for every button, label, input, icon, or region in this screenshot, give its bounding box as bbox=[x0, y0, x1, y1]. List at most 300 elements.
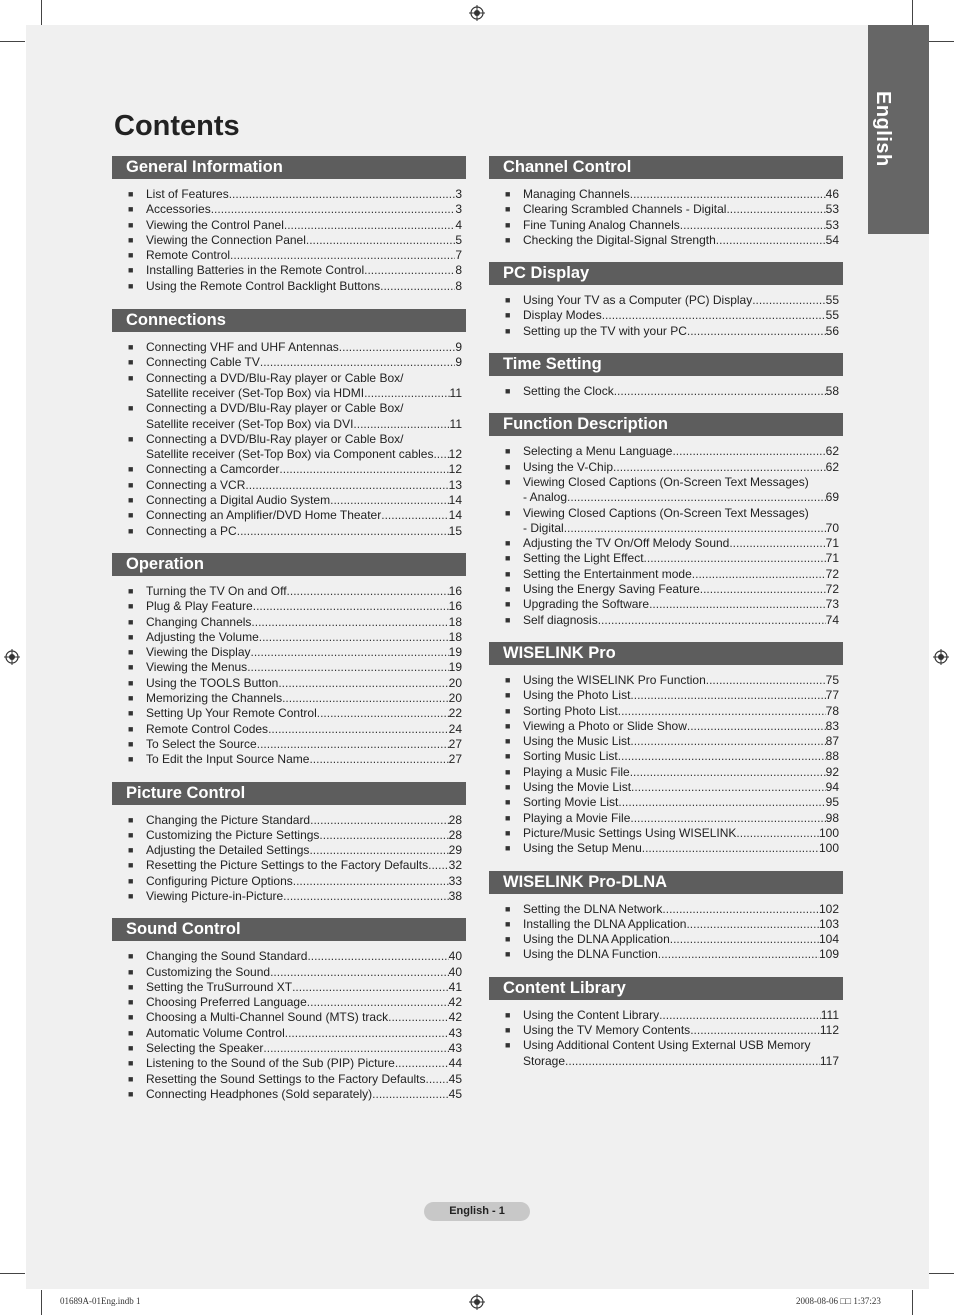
toc-entry-page: 55 bbox=[825, 293, 839, 308]
toc-entry-page: 69 bbox=[825, 490, 839, 505]
toc-entry-page: 100 bbox=[818, 841, 839, 856]
toc-entry-label: Customizing the Picture Settings bbox=[146, 827, 320, 842]
dot-leader bbox=[618, 749, 826, 764]
toc-entry-page: 95 bbox=[825, 795, 839, 810]
toc-entry[interactable] bbox=[112, 645, 466, 660]
toc-list bbox=[489, 436, 843, 628]
toc-entry[interactable] bbox=[112, 508, 466, 523]
toc-entry[interactable] bbox=[112, 584, 466, 599]
toc-entry-label: Adjusting the Volume bbox=[146, 629, 259, 644]
toc-entry-line bbox=[523, 460, 843, 475]
toc-entry-line bbox=[523, 932, 843, 947]
toc-entry-label: Using the DLNA Application bbox=[523, 932, 670, 947]
toc-entry[interactable] bbox=[489, 673, 843, 688]
toc-entry-line bbox=[523, 202, 843, 217]
dot-leader bbox=[251, 645, 449, 660]
toc-entry-line bbox=[523, 187, 843, 202]
toc-entry[interactable] bbox=[112, 1010, 466, 1025]
dot-leader bbox=[372, 1087, 448, 1102]
toc-entry[interactable] bbox=[112, 889, 466, 904]
square-bullet-icon: ■ bbox=[128, 616, 134, 627]
toc-entry[interactable] bbox=[112, 691, 466, 706]
toc-entry[interactable] bbox=[112, 737, 466, 752]
dot-leader bbox=[237, 524, 449, 539]
toc-entry-line bbox=[146, 1010, 466, 1025]
toc-entry-page: 22 bbox=[448, 706, 462, 721]
toc-entry-page: 92 bbox=[825, 764, 839, 779]
toc-entry[interactable] bbox=[489, 218, 843, 233]
toc-entry-line bbox=[146, 584, 466, 599]
toc-entry-line bbox=[523, 444, 843, 459]
toc-entry[interactable] bbox=[112, 1056, 466, 1071]
registration-mark-icon bbox=[469, 1294, 485, 1310]
toc-entry-line bbox=[523, 673, 843, 688]
square-bullet-icon: ■ bbox=[128, 647, 134, 658]
toc-entry-line bbox=[146, 340, 466, 355]
toc-entry-label: Viewing the Connection Panel bbox=[146, 232, 306, 247]
toc-entry[interactable] bbox=[489, 917, 843, 932]
toc-entry[interactable] bbox=[112, 599, 466, 614]
toc-list bbox=[489, 376, 843, 399]
toc-entry-line bbox=[146, 478, 466, 493]
toc-entry[interactable] bbox=[489, 1023, 843, 1038]
crop-mark bbox=[929, 1273, 954, 1274]
dot-leader bbox=[644, 551, 826, 566]
toc-entry-line bbox=[146, 813, 466, 828]
square-bullet-icon: ■ bbox=[505, 934, 511, 945]
dot-leader bbox=[307, 995, 449, 1010]
toc-entry[interactable] bbox=[489, 567, 843, 582]
dot-leader bbox=[278, 676, 448, 691]
square-bullet-icon: ■ bbox=[128, 265, 134, 276]
toc-entry[interactable] bbox=[112, 371, 466, 402]
dot-leader bbox=[247, 660, 448, 675]
dot-leader bbox=[260, 355, 455, 370]
toc-entry-line bbox=[146, 737, 466, 752]
toc-entry-page: 18 bbox=[448, 629, 462, 644]
toc-entry-label: Installing the DLNA Application bbox=[523, 916, 687, 931]
toc-entry-page: 8 bbox=[455, 263, 462, 278]
toc-entry-label: Playing a Movie File bbox=[523, 810, 631, 825]
square-bullet-icon: ■ bbox=[505, 949, 511, 960]
toc-entry-line bbox=[146, 1072, 466, 1087]
toc-entry[interactable] bbox=[112, 340, 466, 355]
square-bullet-icon: ■ bbox=[128, 1058, 134, 1069]
square-bullet-icon: ■ bbox=[128, 981, 134, 992]
toc-entry[interactable] bbox=[489, 1038, 843, 1069]
toc-entry-line bbox=[523, 293, 843, 308]
dot-leader bbox=[309, 752, 448, 767]
square-bullet-icon: ■ bbox=[128, 1027, 134, 1038]
dot-leader bbox=[630, 688, 825, 703]
dot-leader bbox=[270, 965, 449, 980]
square-bullet-icon: ■ bbox=[128, 860, 134, 871]
toc-list bbox=[112, 179, 466, 294]
square-bullet-icon: ■ bbox=[128, 754, 134, 765]
toc-entry-line bbox=[146, 630, 466, 645]
toc-entry-label: Using the Photo List bbox=[523, 688, 631, 703]
toc-entry-label: Resetting the Sound Settings to the Factory Defaults bbox=[146, 1071, 426, 1086]
square-bullet-icon: ■ bbox=[128, 250, 134, 261]
dot-leader bbox=[752, 293, 825, 308]
toc-entry[interactable] bbox=[112, 462, 466, 477]
toc-entry-label: Remote Control bbox=[146, 248, 231, 263]
toc-entry-line bbox=[523, 734, 843, 749]
toc-entry[interactable] bbox=[489, 780, 843, 795]
square-bullet-icon: ■ bbox=[128, 814, 134, 825]
toc-entry[interactable] bbox=[112, 980, 466, 995]
toc-entry-line bbox=[523, 947, 843, 962]
toc-entry-page: 87 bbox=[825, 734, 839, 749]
toc-entry[interactable] bbox=[112, 218, 466, 233]
toc-entry-line bbox=[523, 826, 843, 841]
square-bullet-icon: ■ bbox=[505, 584, 511, 595]
contents-column-right bbox=[489, 156, 843, 1069]
toc-entry[interactable] bbox=[112, 949, 466, 964]
toc-entry-page: 12 bbox=[448, 447, 462, 462]
toc-entry-line bbox=[146, 752, 466, 767]
toc-entry-line bbox=[146, 1026, 466, 1041]
square-bullet-icon: ■ bbox=[505, 568, 511, 579]
section-heading: WISELINK Pro bbox=[489, 642, 843, 665]
toc-entry[interactable] bbox=[112, 187, 466, 202]
dot-leader bbox=[330, 493, 449, 508]
toc-entry[interactable] bbox=[112, 355, 466, 370]
square-bullet-icon: ■ bbox=[505, 720, 511, 731]
toc-entry[interactable] bbox=[489, 932, 843, 947]
toc-entry-line bbox=[146, 187, 466, 202]
toc-entry-page: 62 bbox=[825, 459, 839, 474]
toc-entry[interactable] bbox=[489, 475, 843, 506]
registration-mark-icon bbox=[4, 649, 20, 665]
toc-section bbox=[489, 642, 843, 857]
dot-leader bbox=[211, 202, 456, 217]
toc-section bbox=[489, 353, 843, 399]
dot-leader bbox=[433, 447, 448, 462]
square-bullet-icon: ■ bbox=[505, 189, 511, 199]
section-heading: Operation bbox=[112, 553, 466, 576]
toc-entry[interactable] bbox=[489, 582, 843, 597]
toc-list bbox=[489, 179, 843, 248]
toc-entry-line bbox=[146, 722, 466, 737]
toc-entry[interactable] bbox=[489, 734, 843, 749]
toc-entry[interactable] bbox=[489, 719, 843, 734]
page-title: Contents bbox=[114, 110, 240, 142]
toc-entry-line bbox=[146, 355, 466, 370]
toc-entry[interactable] bbox=[112, 843, 466, 858]
square-bullet-icon: ■ bbox=[128, 1012, 134, 1023]
toc-entry-page: 40 bbox=[448, 949, 462, 964]
toc-entry-label: Using the DLNA Function bbox=[523, 947, 658, 962]
toc-entry-label: Choosing Preferred Language bbox=[146, 995, 307, 1010]
toc-section bbox=[489, 977, 843, 1069]
toc-entry-line bbox=[146, 843, 466, 858]
dot-leader bbox=[339, 340, 456, 355]
toc-entry-label: Sorting Movie List bbox=[523, 795, 619, 810]
toc-entry-label: Fine Tuning Analog Channels bbox=[523, 217, 680, 232]
toc-entry-line bbox=[523, 324, 843, 339]
square-bullet-icon: ■ bbox=[128, 738, 134, 749]
toc-entry[interactable] bbox=[112, 1041, 466, 1056]
toc-entry-line bbox=[146, 889, 466, 904]
dot-leader bbox=[245, 478, 448, 493]
toc-entry[interactable] bbox=[489, 811, 843, 826]
toc-entry[interactable] bbox=[489, 947, 843, 962]
toc-entry[interactable] bbox=[112, 813, 466, 828]
toc-entry[interactable] bbox=[489, 536, 843, 551]
toc-entry-page: 83 bbox=[825, 718, 839, 733]
toc-entry-label: Connecting a Camcorder bbox=[146, 462, 280, 477]
toc-entry-label: Using the Movie List bbox=[523, 780, 632, 795]
toc-entry-label: Changing the Picture Standard bbox=[146, 812, 311, 827]
toc-entry-page: 45 bbox=[448, 1086, 462, 1101]
toc-entry[interactable] bbox=[112, 1072, 466, 1087]
date-slug: 2008-08-06 □□ 1:37:23 bbox=[796, 1296, 881, 1306]
toc-entry-line bbox=[523, 704, 843, 719]
toc-entry-page: 15 bbox=[448, 523, 462, 538]
square-bullet-icon: ■ bbox=[128, 662, 134, 673]
dot-leader bbox=[618, 704, 826, 719]
dot-leader bbox=[687, 324, 826, 339]
toc-entry-label: Display Modes bbox=[523, 308, 602, 323]
dot-leader bbox=[283, 889, 448, 904]
toc-entry[interactable] bbox=[112, 630, 466, 645]
toc-entry-line bbox=[523, 719, 843, 734]
toc-entry[interactable] bbox=[489, 597, 843, 612]
toc-entry-page: 94 bbox=[825, 780, 839, 795]
square-bullet-icon: ■ bbox=[128, 372, 134, 383]
toc-entry[interactable] bbox=[489, 460, 843, 475]
toc-entry[interactable] bbox=[489, 688, 843, 703]
dot-leader bbox=[565, 1054, 820, 1069]
toc-entry-page: 73 bbox=[825, 597, 839, 612]
toc-entry-line bbox=[146, 965, 466, 980]
toc-entry-line bbox=[523, 749, 843, 764]
square-bullet-icon: ■ bbox=[128, 585, 134, 596]
square-bullet-icon: ■ bbox=[505, 918, 511, 929]
toc-entry-page: 44 bbox=[448, 1056, 462, 1071]
toc-entry-line bbox=[146, 706, 466, 721]
toc-entry[interactable] bbox=[489, 826, 843, 841]
toc-entry[interactable] bbox=[112, 722, 466, 737]
toc-entry-label: Viewing the Display bbox=[146, 645, 251, 660]
language-tab-label: English bbox=[872, 91, 894, 167]
toc-entry-line bbox=[146, 949, 466, 964]
toc-entry-line bbox=[146, 874, 466, 889]
square-bullet-icon: ■ bbox=[505, 1040, 511, 1051]
square-bullet-icon: ■ bbox=[128, 357, 134, 368]
toc-entry-page: 103 bbox=[818, 916, 839, 931]
toc-entry[interactable] bbox=[489, 1008, 843, 1023]
toc-entry[interactable] bbox=[112, 493, 466, 508]
toc-entry-label: Setting the DLNA Network bbox=[523, 901, 663, 916]
toc-entry-label: Listening to the Sound of the Sub (PIP) Picture bbox=[146, 1056, 395, 1071]
toc-entry-line bbox=[523, 765, 843, 780]
toc-entry-line bbox=[523, 536, 843, 551]
toc-entry-page: 43 bbox=[448, 1025, 462, 1040]
dot-leader bbox=[395, 1056, 449, 1071]
toc-entry-label: Turning the TV On and Off bbox=[146, 583, 287, 598]
dot-leader bbox=[729, 536, 825, 551]
toc-entry-label: Sorting Music List bbox=[523, 749, 618, 764]
toc-entry-label: Configuring Picture Options bbox=[146, 873, 293, 888]
toc-entry-label: List of Features bbox=[146, 187, 229, 201]
toc-entry[interactable] bbox=[112, 1087, 466, 1102]
toc-entry[interactable] bbox=[489, 749, 843, 764]
toc-entry[interactable] bbox=[489, 795, 843, 810]
toc-entry-label: Using the Remote Control Backlight Buttons bbox=[146, 278, 381, 293]
toc-entry[interactable] bbox=[489, 841, 843, 856]
toc-entry[interactable] bbox=[489, 233, 843, 248]
toc-entry-page: 24 bbox=[448, 721, 462, 736]
toc-list bbox=[489, 285, 843, 339]
toc-entry[interactable] bbox=[489, 551, 843, 566]
toc-entry-line bbox=[146, 1041, 466, 1056]
toc-entry[interactable] bbox=[112, 965, 466, 980]
toc-entry[interactable] bbox=[112, 995, 466, 1010]
toc-entry-label: Accessories bbox=[146, 202, 211, 217]
toc-entry[interactable] bbox=[112, 401, 466, 432]
toc-entry-page: 41 bbox=[448, 979, 462, 994]
language-tab bbox=[868, 25, 929, 234]
toc-entry[interactable] bbox=[489, 308, 843, 323]
toc-entry[interactable] bbox=[112, 478, 466, 493]
toc-entry-label: Adjusting the TV On/Off Melody Sound bbox=[523, 536, 730, 551]
dot-leader bbox=[364, 263, 455, 278]
toc-entry[interactable] bbox=[112, 752, 466, 767]
toc-entry-line bbox=[523, 567, 843, 582]
toc-entry[interactable] bbox=[112, 432, 466, 463]
toc-entry-line bbox=[146, 995, 466, 1010]
square-bullet-icon: ■ bbox=[128, 631, 134, 642]
toc-entry[interactable] bbox=[112, 263, 466, 278]
toc-entry-label: Using the Energy Saving Feature bbox=[523, 582, 700, 597]
toc-entry[interactable] bbox=[112, 279, 466, 294]
toc-entry-label: Satellite receiver (Set-Top Box) via DVI bbox=[146, 416, 354, 431]
dot-leader bbox=[309, 843, 448, 858]
toc-entry-line bbox=[523, 780, 843, 795]
toc-entry-page: 27 bbox=[448, 736, 462, 751]
toc-entry[interactable] bbox=[489, 187, 843, 202]
dot-leader bbox=[706, 673, 826, 688]
toc-entry[interactable] bbox=[112, 524, 466, 539]
toc-entry-line bbox=[523, 1054, 843, 1069]
toc-entry-page: 70 bbox=[825, 520, 839, 535]
square-bullet-icon: ■ bbox=[128, 1073, 134, 1084]
square-bullet-icon: ■ bbox=[505, 219, 511, 230]
toc-entry[interactable] bbox=[489, 506, 843, 537]
section-heading: Channel Control bbox=[489, 156, 843, 179]
square-bullet-icon: ■ bbox=[128, 890, 134, 901]
toc-entry-line bbox=[146, 417, 466, 432]
dot-leader bbox=[259, 630, 449, 645]
toc-entry[interactable] bbox=[112, 858, 466, 873]
toc-entry-label: Plug & Play Feature bbox=[146, 599, 253, 614]
toc-entry[interactable] bbox=[112, 248, 466, 263]
toc-entry-page: 78 bbox=[825, 703, 839, 718]
toc-entry-line bbox=[523, 308, 843, 323]
toc-entry-label: Playing a Music File bbox=[523, 764, 630, 779]
square-bullet-icon: ■ bbox=[505, 766, 511, 777]
toc-section bbox=[489, 871, 843, 963]
toc-entry[interactable] bbox=[489, 613, 843, 628]
toc-entry[interactable] bbox=[112, 615, 466, 630]
square-bullet-icon: ■ bbox=[128, 601, 134, 612]
section-heading: Sound Control bbox=[112, 918, 466, 941]
toc-entry-page: 102 bbox=[818, 901, 839, 916]
toc-entry-line bbox=[523, 597, 843, 612]
toc-list bbox=[112, 805, 466, 905]
toc-entry-line bbox=[523, 613, 843, 628]
toc-entry[interactable] bbox=[112, 660, 466, 675]
toc-entry[interactable] bbox=[489, 704, 843, 719]
toc-entry-line bbox=[146, 218, 466, 233]
square-bullet-icon: ■ bbox=[505, 812, 511, 823]
toc-entry[interactable] bbox=[112, 706, 466, 721]
toc-entry[interactable] bbox=[112, 676, 466, 691]
toc-entry[interactable] bbox=[489, 293, 843, 308]
square-bullet-icon: ■ bbox=[505, 386, 511, 397]
square-bullet-icon: ■ bbox=[128, 708, 134, 719]
toc-entry-label: To Edit the Input Source Name bbox=[146, 752, 310, 767]
section-heading: Time Setting bbox=[489, 353, 843, 376]
toc-list bbox=[112, 941, 466, 1102]
square-bullet-icon: ■ bbox=[128, 189, 134, 199]
crop-mark bbox=[912, 0, 913, 25]
square-bullet-icon: ■ bbox=[505, 827, 511, 838]
toc-entry[interactable] bbox=[112, 233, 466, 248]
dot-leader bbox=[279, 462, 448, 477]
square-bullet-icon: ■ bbox=[505, 674, 511, 685]
toc-entry-label: Connecting a VCR bbox=[146, 477, 246, 492]
dot-leader bbox=[307, 949, 448, 964]
square-bullet-icon: ■ bbox=[505, 1024, 511, 1035]
toc-entry-line bbox=[146, 447, 466, 462]
toc-entry-label: Connecting Cable TV bbox=[146, 355, 260, 370]
toc-section bbox=[489, 262, 843, 339]
toc-entry[interactable] bbox=[489, 765, 843, 780]
toc-entry[interactable] bbox=[112, 202, 466, 217]
square-bullet-icon: ■ bbox=[505, 310, 511, 321]
dot-leader bbox=[284, 218, 455, 233]
toc-list bbox=[489, 1000, 843, 1069]
toc-entry[interactable] bbox=[489, 202, 843, 217]
section-heading: Picture Control bbox=[112, 782, 466, 805]
toc-entry[interactable] bbox=[112, 828, 466, 843]
toc-entry-line bbox=[523, 521, 843, 536]
toc-entry-line bbox=[523, 233, 843, 248]
square-bullet-icon: ■ bbox=[505, 690, 511, 701]
toc-entry[interactable] bbox=[489, 324, 843, 339]
toc-entry-line bbox=[146, 248, 466, 263]
toc-entry-first-line: Using Additional Content Using External USB Memory bbox=[523, 1038, 811, 1053]
toc-entry-label: Using the V-Chip bbox=[523, 459, 614, 474]
toc-entry-page: 53 bbox=[825, 217, 839, 232]
dot-leader bbox=[687, 719, 826, 734]
toc-entry[interactable] bbox=[489, 444, 843, 459]
toc-entry[interactable] bbox=[489, 384, 843, 399]
square-bullet-icon: ■ bbox=[505, 736, 511, 747]
toc-entry[interactable] bbox=[489, 902, 843, 917]
dot-leader bbox=[614, 384, 826, 399]
toc-entry[interactable] bbox=[112, 1026, 466, 1041]
toc-entry-line bbox=[523, 1008, 843, 1023]
toc-entry-label: Setting the Entertainment mode bbox=[523, 566, 692, 581]
dot-leader bbox=[649, 597, 826, 612]
toc-entry[interactable] bbox=[112, 874, 466, 889]
dot-leader bbox=[686, 917, 819, 932]
toc-section bbox=[489, 413, 843, 628]
